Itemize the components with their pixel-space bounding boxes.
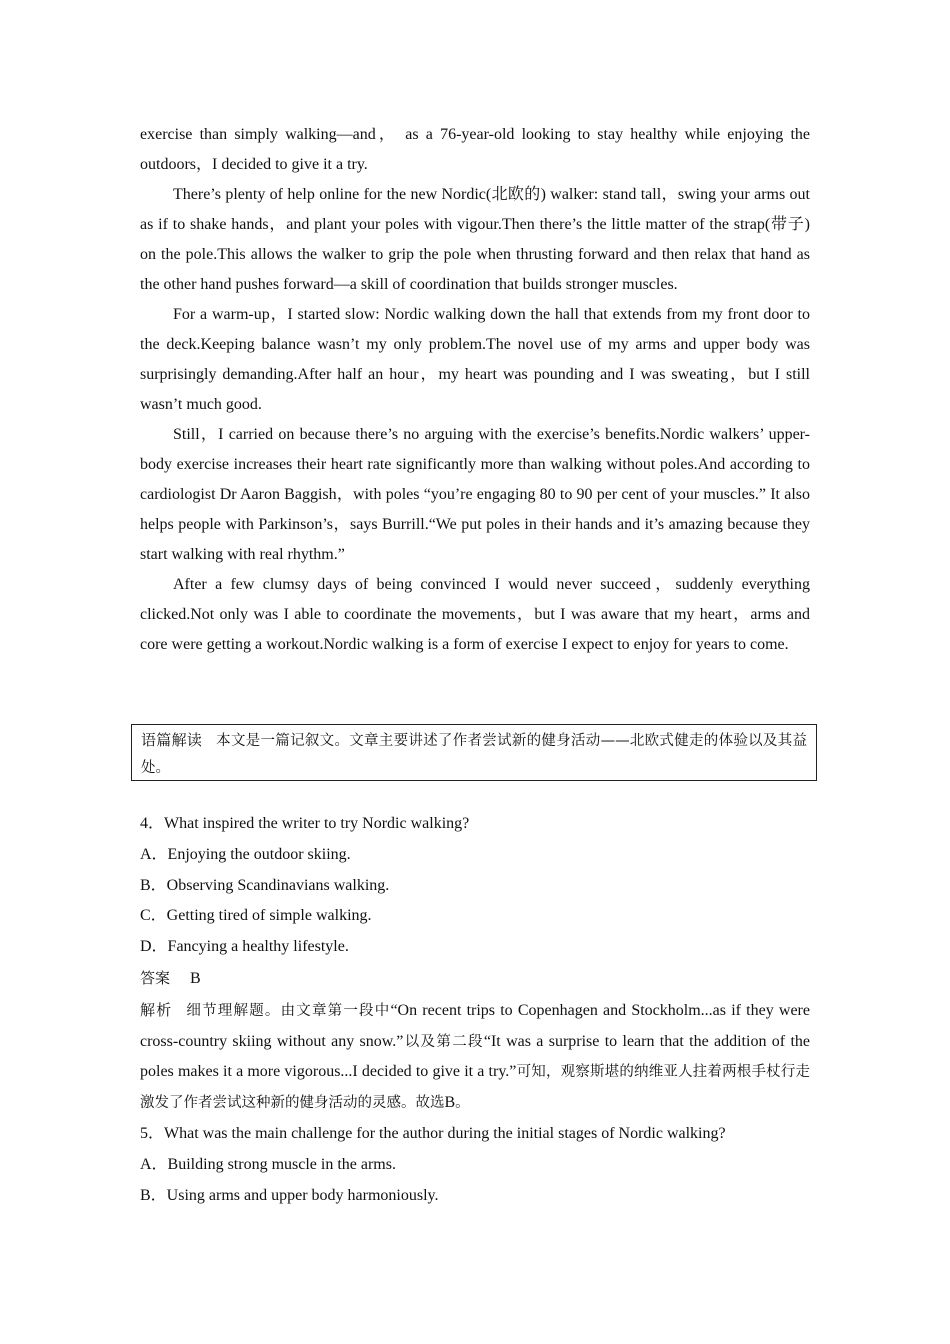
- passage-paragraph-4: Still，I carried on because there’s no arguing with the exercise’s benefits.Nordic walkers’ upper-body exercise increases their heart rate significantly more than walking without poles.And according to cardiologist Dr Aaron Baggish，with poles “you’re engaging 80 to 90 per cent of your muscles.” It also helps people with Parkinson’s，says Burrill.“We put poles in their hands and it’s amazing because they start walking with real rhythm.”: [140, 426, 810, 563]
- analysis-text: 本文是一篇记叙文。文章主要讲述了作者尝试新的健身活动——北欧式健走的体验以及其益处。: [141, 733, 807, 776]
- explanation-zh-3: 可知，观察斯堪的纳维亚人拄着两根手杖行走激发了作者尝试这种新的健身活动的灵感。故选: [140, 1064, 811, 1112]
- q5-option-a: A．Building strong muscle in the arms.: [140, 1155, 396, 1173]
- reading-passage: [140, 120, 810, 660]
- answer-label: 答案: [140, 968, 171, 987]
- q4-option-d: D．Fancying a healthy lifestyle.: [140, 938, 349, 956]
- explanation-quote-2: “It was a surprise to learn that the addition of the poles makes it a more vigorous...I decided to give it a try.”: [140, 1032, 810, 1081]
- q4-option-a: A．Enjoying the outdoor skiing.: [140, 845, 351, 863]
- passage-paragraph-5: After a few clumsy days of being convinced I would never succeed，suddenly everything clicked.Not only was I able to coordinate the movements，but I was aware that my heart，arms and core were getting a workout.Nordic walking is a form of exercise I expect to enjoy for years to come.: [140, 576, 810, 653]
- answer-value: B: [190, 969, 201, 987]
- question-4: 4．What inspired the writer to try Nordic walking?: [140, 815, 470, 832]
- passage-paragraph-1: exercise than simply walking—and， as a 76-year-old looking to stay healthy while enjoying the outdoors，I decided to give it a try.: [140, 126, 810, 173]
- q4-option-b: B．Observing Scandinavians walking.: [140, 876, 390, 894]
- explanation-choice: B: [444, 1094, 456, 1112]
- explanation-quote-1: “On recent trips to Copenhagen and Stockholm...as if they were cross-country skiing without any snow.”: [140, 1001, 810, 1050]
- explanation-zh-2: 以及第二段: [403, 1033, 484, 1050]
- passage-analysis-box: [131, 724, 817, 781]
- analysis-label: 语篇解读: [141, 731, 203, 749]
- passage-paragraph-3: For a warm-up，I started slow: Nordic walking down the hall that extends from my front door to the deck.Keeping balance wasn’t my only problem.The novel use of my arms and upper body was surprisingly demanding.After half an hour，my heart was pounding and I was sweating，but I still wasn’t much good.: [140, 306, 810, 413]
- question-5: 5．What was the main challenge for the author during the initial stages of Nordic walking?: [140, 1124, 726, 1142]
- explanation-end: 。: [455, 1095, 470, 1112]
- explanation-zh-1: 细节理解题。由文章第一段中: [186, 1002, 391, 1019]
- q5-option-b: B．Using arms and upper body harmoniously.: [140, 1186, 439, 1204]
- q4-explanation: [140, 995, 810, 1119]
- explanation-label: 解析: [140, 1000, 173, 1019]
- q4-option-c: C．Getting tired of simple walking.: [140, 907, 372, 925]
- q4-answer: [140, 963, 810, 995]
- questions-section: [140, 809, 810, 1211]
- passage-paragraph-2: There’s plenty of help online for the new Nordic(北欧的) walker: stand tall，swing your arms out as if to shake hands，and plant your poles with vigour.Then there’s the little matter of the strap(带子) on the pole.This allows the walker to grip the pole when thrusting forward and then relax that hand as the other hand pushes forward—a skill of coordination that builds stronger muscles.: [140, 186, 810, 293]
